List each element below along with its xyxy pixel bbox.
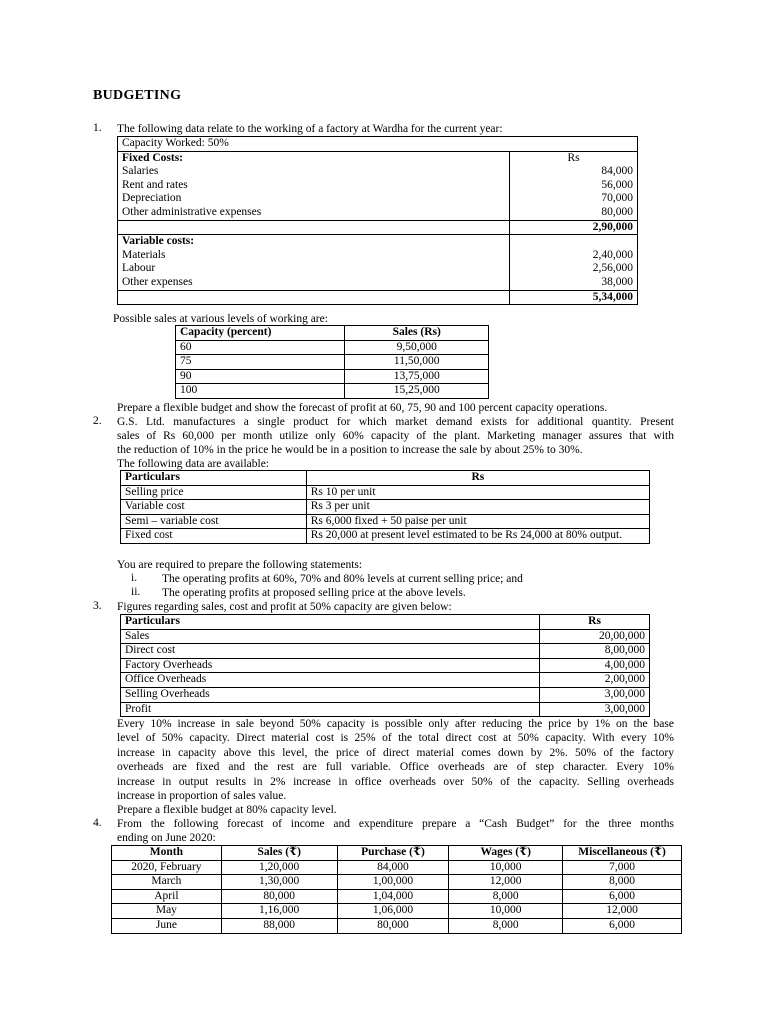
particulars-table-q3 <box>120 614 650 717</box>
question-2-line: G.S. Ltd. manufactures a single product for which market demand exists for additional quantity. Present <box>117 416 674 428</box>
question-3-task: Prepare a flexible budget at 80% capacity level. <box>117 804 337 816</box>
question-2-data-intro: The following data are available: <box>117 458 269 470</box>
q3-value: 3,00,000 <box>540 702 650 717</box>
item-number: i. <box>131 572 138 584</box>
fixed-cost-label: Other administrative expenses <box>118 206 510 220</box>
q4-cell: 1,20,000 <box>221 860 337 875</box>
q2-particular: Fixed cost <box>121 529 307 544</box>
variable-cost-label: Materials <box>118 249 510 263</box>
item-text: The operating profits at 60%, 70% and 80% levels at current selling price; and <box>162 573 523 585</box>
cash-budget-table <box>111 845 682 934</box>
cost-table <box>117 136 638 305</box>
question-4-line: From the following forecast of income and expenditure prepare a “Cash Budget” for the three months <box>117 818 674 830</box>
q3-value: 20,00,000 <box>540 629 650 644</box>
q4-month: March <box>112 875 222 890</box>
question-2-line: the reduction of 10% in the price he would be in a position to increase the sale by about 25% to 30%. <box>117 444 583 456</box>
q4-cell: 8,000 <box>449 918 563 933</box>
q4-cell: 7,000 <box>563 860 682 875</box>
q2-header-rs: Rs <box>306 471 649 486</box>
fixed-cost-value: 56,000 <box>510 179 638 193</box>
q4-cell: 80,000 <box>221 889 337 904</box>
question-2-line: sales of Rs 60,000 per month utilize only 60% capacity of the plant. Marketing manager assures that with <box>117 430 674 442</box>
q2-particular: Selling price <box>121 485 307 500</box>
q3-particular: Direct cost <box>121 644 540 659</box>
variable-cost-total: 5,34,000 <box>510 290 638 305</box>
fixed-cost-label: Depreciation <box>118 192 510 206</box>
variable-cost-label: Labour <box>118 262 510 276</box>
question-3-intro: Figures regarding sales, cost and profit at 50% capacity are given below: <box>117 601 452 613</box>
q2-value: Rs 6,000 fixed + 50 paise per unit <box>306 514 649 529</box>
q4-cell: 12,000 <box>563 904 682 919</box>
fixed-cost-label: Rent and rates <box>118 179 510 193</box>
sales-header-sales: Sales (Rs) <box>345 326 489 341</box>
q3-particular: Sales <box>121 629 540 644</box>
sales-capacity: 90 <box>176 369 345 384</box>
question-3-last-line: increase in proportion of sales value. <box>117 790 287 802</box>
q2-value: Rs 3 per unit <box>306 500 649 515</box>
q4-cell: 80,000 <box>337 918 449 933</box>
rs-heading: Rs <box>510 151 638 165</box>
fixed-cost-value: 84,000 <box>510 165 638 179</box>
sales-intro: Possible sales at various levels of working are: <box>113 313 328 325</box>
q4-cell: 6,000 <box>563 918 682 933</box>
variable-cost-value: 2,56,000 <box>510 262 638 276</box>
q4-cell: 12,000 <box>449 875 563 890</box>
q2-particular: Variable cost <box>121 500 307 515</box>
q4-header: Miscellaneous (₹) <box>563 846 682 861</box>
q2-value: Rs 10 per unit <box>306 485 649 500</box>
q3-particular: Profit <box>121 702 540 717</box>
question-4-number: 4. <box>93 817 102 829</box>
q4-cell: 6,000 <box>563 889 682 904</box>
sales-value: 15,25,000 <box>345 384 489 399</box>
fixed-cost-value: 70,000 <box>510 192 638 206</box>
q3-value: 2,00,000 <box>540 673 650 688</box>
q3-particular: Selling Overheads <box>121 687 540 702</box>
q4-cell: 8,000 <box>563 875 682 890</box>
q3-particular: Factory Overheads <box>121 658 540 673</box>
question-3-line: Every 10% increase in sale beyond 50% capacity is possible only after reducing the price by 1% on the base <box>117 718 674 730</box>
q3-header-rs: Rs <box>540 615 650 630</box>
q3-value: 3,00,000 <box>540 687 650 702</box>
sales-value: 9,50,000 <box>345 340 489 355</box>
sales-capacity: 100 <box>176 384 345 399</box>
variable-cost-value: 38,000 <box>510 276 638 290</box>
sales-capacity: 60 <box>176 340 345 355</box>
sales-value: 13,75,000 <box>345 369 489 384</box>
capacity-worked: Capacity Worked: 50% <box>118 137 638 152</box>
question-3-number: 3. <box>93 600 102 612</box>
q3-particular: Office Overheads <box>121 673 540 688</box>
fixed-costs-heading: Fixed Costs: <box>118 151 510 165</box>
q4-cell: 1,06,000 <box>337 904 449 919</box>
q4-cell: 1,30,000 <box>221 875 337 890</box>
question-3-line: level of 50% capacity. Direct material cost is 25% of the total direct cost at 50% capacity. With every 10% <box>117 732 674 744</box>
q4-header: Sales (₹) <box>221 846 337 861</box>
fixed-cost-label: Salaries <box>118 165 510 179</box>
q4-cell: 1,16,000 <box>221 904 337 919</box>
question-1-number: 1. <box>93 122 102 134</box>
question-2-required: You are required to prepare the following statements: <box>117 559 363 571</box>
q2-value: Rs 20,000 at present level estimated to be Rs 24,000 at 80% output. <box>306 529 649 544</box>
q4-month: May <box>112 904 222 919</box>
particulars-table-q2 <box>120 470 650 544</box>
q3-header-particulars: Particulars <box>121 615 540 630</box>
q4-cell: 10,000 <box>449 904 563 919</box>
variable-cost-value: 2,40,000 <box>510 249 638 263</box>
q4-cell: 10,000 <box>449 860 563 875</box>
q4-cell: 1,00,000 <box>337 875 449 890</box>
fixed-cost-value: 80,000 <box>510 206 638 220</box>
q4-cell: 1,04,000 <box>337 889 449 904</box>
sales-table <box>175 325 489 399</box>
variable-costs-heading: Variable costs: <box>118 235 510 249</box>
variable-cost-label: Other expenses <box>118 276 510 290</box>
q4-header: Purchase (₹) <box>337 846 449 861</box>
sales-capacity: 75 <box>176 355 345 370</box>
question-4-line: ending on June 2020: <box>117 832 216 844</box>
sales-header-capacity: Capacity (percent) <box>176 326 345 341</box>
q4-month: June <box>112 918 222 933</box>
item-text: The operating profits at proposed selling price at the above levels. <box>162 587 466 599</box>
question-2-number: 2. <box>93 415 102 427</box>
page-title: BUDGETING <box>93 88 182 103</box>
question-3-line: increase in capacity above this level, the price of direct material comes down by 2%. 50% of the factory <box>117 747 674 759</box>
fixed-cost-total: 2,90,000 <box>510 220 638 235</box>
q4-month: 2020, February <box>112 860 222 875</box>
question-3-line: overheads are fixed and the rest are full variable. Office overheads are of step character. Every 10% <box>117 761 674 773</box>
q3-value: 8,00,000 <box>540 644 650 659</box>
q4-header: Wages (₹) <box>449 846 563 861</box>
q4-cell: 8,000 <box>449 889 563 904</box>
q4-header: Month <box>112 846 222 861</box>
q4-cell: 88,000 <box>221 918 337 933</box>
question-1-intro: The following data relate to the working of a factory at Wardha for the current year: <box>117 123 503 135</box>
q2-particular: Semi – variable cost <box>121 514 307 529</box>
q4-month: April <box>112 889 222 904</box>
q3-value: 4,00,000 <box>540 658 650 673</box>
question-1-task: Prepare a flexible budget and show the forecast of profit at 60, 75, 90 and 100 percent capacity operations. <box>117 402 608 414</box>
item-number: ii. <box>131 586 141 598</box>
question-3-line: increase in output results in 2% increase in office overheads over 50% of the capacity. Selling overheads <box>117 776 674 788</box>
sales-value: 11,50,000 <box>345 355 489 370</box>
q4-cell: 84,000 <box>337 860 449 875</box>
q2-header-particulars: Particulars <box>121 471 307 486</box>
